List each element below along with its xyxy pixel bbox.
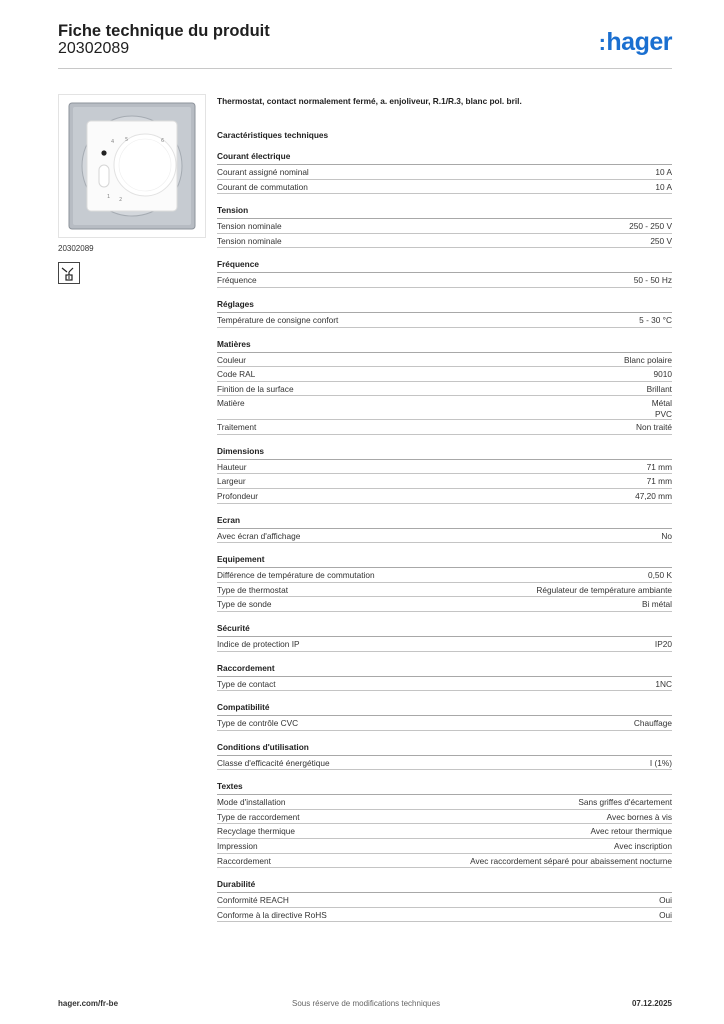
spec-value-line: 47,20 mm	[635, 490, 672, 501]
spec-row	[217, 756, 672, 771]
spec-label: Courant de commutation	[217, 181, 308, 192]
svg-text:4: 4	[111, 139, 115, 145]
specs-content	[217, 96, 672, 933]
spec-value	[271, 856, 672, 868]
spec-value-line: Oui	[659, 895, 672, 906]
spec-value-line: Non traité	[636, 422, 672, 433]
spec-value-line: No	[661, 530, 672, 541]
spec-label: Traitement	[217, 422, 257, 433]
spec-groups	[217, 151, 672, 922]
spec-row	[217, 854, 672, 869]
product-image	[58, 94, 206, 238]
spec-value	[300, 639, 672, 651]
thermostat-illustration	[59, 95, 205, 237]
spec-value	[245, 398, 672, 419]
spec-group	[217, 879, 672, 922]
spec-label: Conformité REACH	[217, 895, 289, 906]
spec-label: Profondeur	[217, 490, 259, 501]
spec-value	[247, 462, 672, 474]
spec-group-title: Equipement	[217, 554, 672, 568]
spec-value	[256, 422, 672, 434]
svg-text:5: 5	[125, 137, 129, 143]
spec-label: Type de raccordement	[217, 811, 300, 822]
logo-dots-icon: :	[598, 30, 606, 55]
spec-value-line: Métal	[651, 398, 672, 409]
spec-label: Type de contrôle CVC	[217, 718, 299, 729]
svg-text:2: 2	[119, 197, 123, 203]
spec-value	[375, 570, 672, 582]
hager-logo	[599, 28, 672, 57]
spec-value-line: 1NC	[655, 678, 672, 689]
spec-value-line: Avec bornes à vis	[606, 811, 672, 822]
spec-label: Type de thermostat	[217, 584, 289, 595]
spec-row	[217, 795, 672, 810]
spec-row	[217, 367, 672, 382]
spec-label: Type de sonde	[217, 599, 272, 610]
footer-disclaimer: Sous réserve de modifications techniques	[292, 999, 441, 1008]
spec-label: Tension nominale	[217, 235, 282, 246]
spec-group	[217, 663, 672, 692]
spec-value	[308, 182, 672, 194]
spec-value	[258, 841, 672, 853]
spec-group-title: Durabilité	[217, 879, 672, 893]
spec-value-line: 71 mm	[646, 476, 672, 487]
spec-row	[217, 568, 672, 583]
spec-label: Fréquence	[217, 275, 257, 286]
spec-row	[217, 353, 672, 368]
spec-group	[217, 299, 672, 328]
spec-row	[217, 716, 672, 731]
spec-value-line: 50 - 50 Hz	[633, 275, 672, 286]
spec-value	[288, 585, 672, 597]
spec-value	[246, 355, 672, 367]
spec-value-line: 9010	[653, 369, 672, 380]
spec-label: Couleur	[217, 354, 247, 365]
spec-group-title: Réglages	[217, 299, 672, 313]
spec-label: Type de contact	[217, 678, 276, 689]
spec-value	[282, 236, 672, 248]
spec-value	[295, 826, 672, 838]
spec-label: Classe d'efficacité énergétique	[217, 757, 330, 768]
spec-row	[217, 460, 672, 475]
spec-label: Recyclage thermique	[217, 826, 295, 837]
spec-row	[217, 824, 672, 839]
spec-value-line: 71 mm	[646, 461, 672, 472]
spec-value	[282, 221, 672, 233]
spec-label: Largeur	[217, 476, 246, 487]
spec-row	[217, 474, 672, 489]
spec-group	[217, 742, 672, 771]
spec-label: Code RAL	[217, 369, 256, 380]
spec-row	[217, 597, 672, 612]
spec-value-line: 5 - 30 °C	[639, 314, 672, 325]
spec-value-line: 10 A	[655, 181, 672, 192]
spec-value-line: Blanc polaire	[624, 354, 672, 365]
spec-group-title: Raccordement	[217, 663, 672, 677]
spec-value-line: Chauffage	[633, 718, 672, 729]
spec-row	[217, 396, 672, 420]
product-description: Thermostat, contact normalement fermé, a. enjoliveur, R.1/R.3, blanc pol. bril.	[217, 96, 522, 106]
spec-group-title: Conditions d'utilisation	[217, 742, 672, 756]
spec-row	[217, 234, 672, 249]
spec-value	[258, 491, 672, 503]
spec-value	[289, 895, 672, 907]
spec-row	[217, 908, 672, 923]
spec-value-line: Bi métal	[642, 599, 672, 610]
spec-group	[217, 151, 672, 194]
spec-value-line: 10 A	[655, 167, 672, 177]
spec-group	[217, 446, 672, 504]
spec-value	[300, 812, 672, 824]
spec-value-line: Avec raccordement séparé pour abaissement nocturne	[470, 855, 672, 866]
page-title: Fiche technique du produit	[58, 22, 270, 40]
spec-group-title: Courant électrique	[217, 151, 672, 165]
spec-value	[285, 797, 672, 809]
spec-value	[338, 315, 672, 327]
spec-value	[327, 910, 672, 922]
spec-group	[217, 205, 672, 248]
spec-row	[217, 637, 672, 652]
spec-group	[217, 702, 672, 731]
spec-group	[217, 623, 672, 652]
spec-value	[257, 275, 672, 287]
spec-label: Avec écran d'affichage	[217, 530, 301, 541]
spec-label: Finition de la surface	[217, 383, 294, 394]
footer-date: 07.12.2025	[631, 999, 672, 1008]
spec-value	[309, 167, 672, 179]
spec-row	[217, 893, 672, 908]
spec-label: Impression	[217, 841, 258, 852]
spec-value-line: IP20	[654, 638, 672, 649]
spec-group	[217, 259, 672, 288]
spec-row	[217, 273, 672, 288]
wiring-diagram-icon	[58, 262, 80, 284]
spec-label: Différence de température de commutation	[217, 570, 375, 581]
header-divider	[58, 68, 672, 69]
spec-value	[276, 679, 672, 691]
spec-group-title: Dimensions	[217, 446, 672, 460]
spec-label: Conforme à la directive RoHS	[217, 909, 327, 920]
spec-row	[217, 529, 672, 544]
spec-row	[217, 810, 672, 825]
spec-value-line: Sans griffes d'écartement	[578, 797, 672, 808]
spec-value	[255, 369, 672, 381]
spec-value-line: 250 - 250 V	[629, 221, 672, 232]
spec-value-line: PVC	[654, 408, 672, 419]
spec-group	[217, 339, 672, 435]
spec-row	[217, 313, 672, 328]
spec-value	[300, 531, 672, 543]
spec-label: Tension nominale	[217, 221, 282, 232]
spec-group	[217, 515, 672, 544]
section-title: Caractéristiques techniques	[217, 130, 329, 140]
footer-website[interactable]: hager.com/fr-be	[58, 999, 119, 1008]
spec-value	[294, 384, 672, 396]
svg-text:6: 6	[161, 138, 165, 144]
spec-label: Mode d'installation	[217, 797, 286, 808]
spec-group-title: Sécurité	[217, 623, 672, 637]
spec-value-line: 0,50 K	[648, 570, 672, 581]
spec-label: Matière	[217, 398, 245, 409]
spec-label: Raccordement	[217, 855, 271, 866]
spec-group-title: Compatibilité	[217, 702, 672, 716]
spec-group	[217, 554, 672, 612]
spec-label: Hauteur	[217, 461, 247, 472]
spec-row	[217, 180, 672, 195]
spec-row	[217, 219, 672, 234]
logo-text: hager	[606, 28, 672, 56]
spec-group-title: Ecran	[217, 515, 672, 529]
spec-row	[217, 420, 672, 435]
spec-group-title: Fréquence	[217, 259, 672, 273]
svg-text:1: 1	[107, 194, 111, 200]
spec-group-title: Tension	[217, 205, 672, 219]
spec-label: Indice de protection IP	[217, 638, 300, 649]
spec-group	[217, 781, 672, 868]
spec-value-line: Avec inscription	[614, 841, 672, 852]
spec-row	[217, 382, 672, 397]
product-code: 20302089	[58, 40, 130, 57]
spec-row	[217, 583, 672, 598]
spec-row	[217, 165, 672, 180]
spec-value	[246, 476, 672, 488]
spec-group-title: Matières	[217, 339, 672, 353]
spec-row	[217, 489, 672, 504]
spec-row	[217, 839, 672, 854]
spec-value-line: Oui	[659, 909, 672, 920]
spec-label: Courant assigné nominal	[217, 167, 309, 177]
spec-value	[330, 758, 672, 770]
spec-value-line: Régulateur de température ambiante	[536, 584, 672, 595]
spec-label: Température de consigne confort	[217, 314, 339, 325]
spec-group-title: Textes	[217, 781, 672, 795]
image-caption: 20302089	[58, 244, 94, 253]
spec-value-line: Avec retour thermique	[590, 826, 672, 837]
spec-value	[298, 718, 672, 730]
spec-value-line: Brillant	[646, 383, 672, 394]
spec-value-line: I (1%)	[649, 757, 672, 768]
spec-row	[217, 677, 672, 692]
spec-value	[271, 599, 672, 611]
spec-value-line: 250 V	[650, 235, 672, 246]
